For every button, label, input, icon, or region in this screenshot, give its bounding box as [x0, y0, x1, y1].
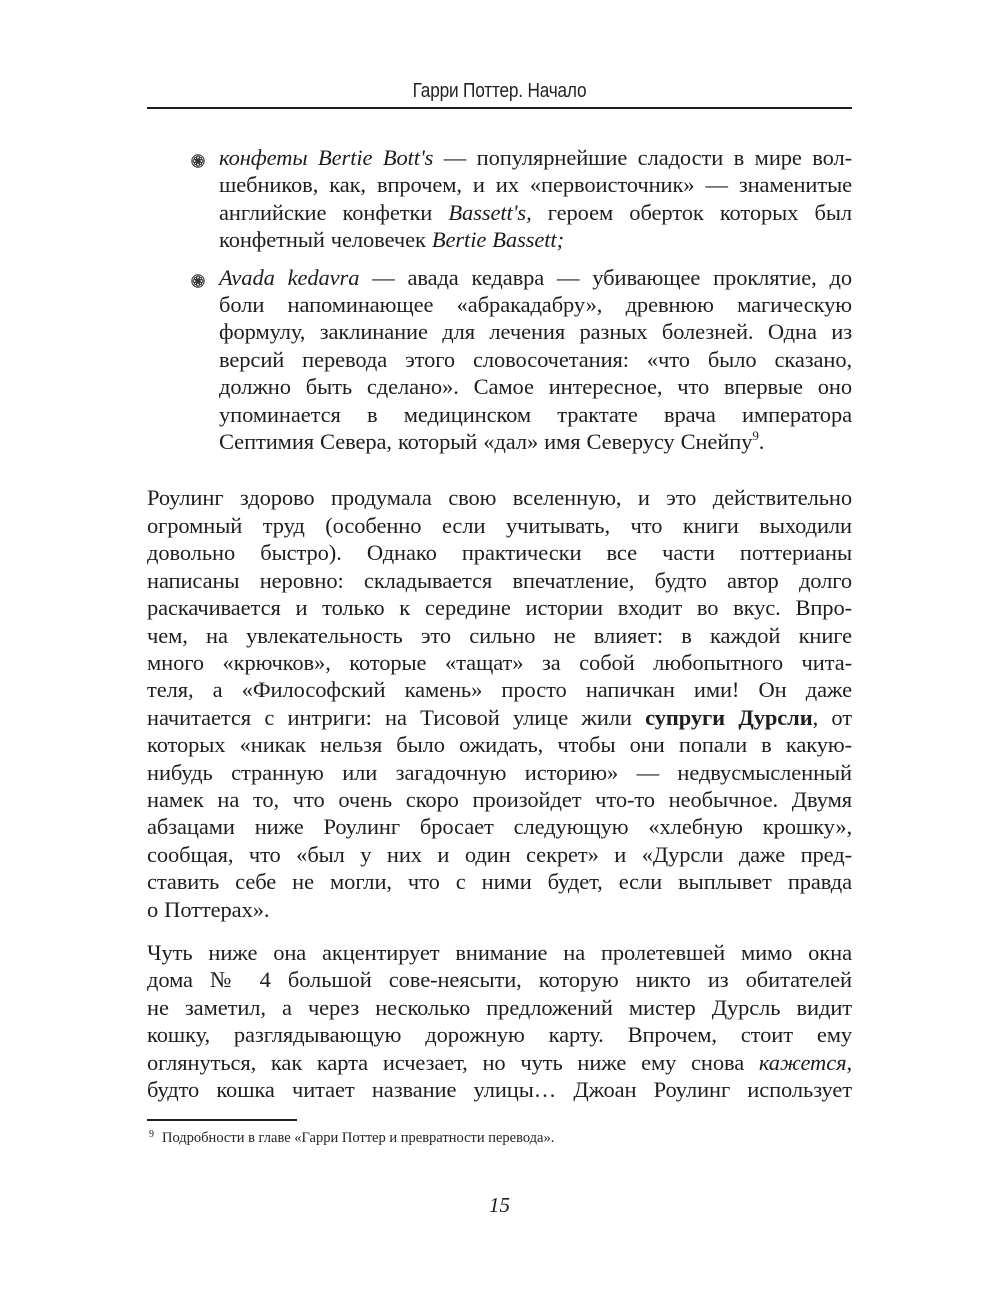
- text-line: [219, 401, 852, 428]
- text-block: [147, 939, 852, 1103]
- text-line: [147, 896, 852, 923]
- text-run: , от: [812, 704, 852, 730]
- footnote-reference: 9: [752, 428, 759, 444]
- text-run: много «крючков», которые «тащат» за собой любопытного чита-: [147, 649, 852, 675]
- text-line: [147, 622, 852, 649]
- text-line: [147, 594, 852, 621]
- text-run: героем оберток которых был: [531, 199, 852, 225]
- text-run: раскачивается и только к середине истории входит во вкус. Впро-: [147, 595, 852, 621]
- text-line: [147, 539, 852, 566]
- page-content: [147, 144, 852, 1103]
- text-run: упоминается в медицинском трактате врача императора: [219, 401, 852, 427]
- italic-term: Bertie Bassett;: [431, 227, 564, 253]
- text-line: [147, 484, 852, 511]
- text-run: будто кошка читает название улицы… Джоан Роулинг использует: [147, 1077, 852, 1102]
- text-run: ставить себе не могли, что с ними будет, если выплывет правда: [147, 869, 852, 895]
- text-line: [147, 813, 852, 840]
- text-run: нибудь странную или загадочную историю» — недвусмысленный: [147, 759, 852, 785]
- text-line: [147, 649, 852, 676]
- body-paragraphs: [147, 484, 852, 1103]
- footnote: [147, 1130, 554, 1147]
- text-run: английские конфетки: [219, 199, 449, 225]
- book-page: [147, 0, 852, 1299]
- page-number: 15: [489, 1193, 510, 1217]
- italic-term: Bassett's,: [448, 199, 532, 225]
- text-run: теля, а «Философский камень» просто напичкан ими! Он даже: [147, 677, 852, 703]
- footnote-rule: [147, 1119, 297, 1121]
- header-rule: [147, 107, 852, 109]
- text-run: сообщая, что «был у них и один секрет» и «Дурсли даже пред-: [147, 841, 852, 867]
- text-run: абзацами ниже Роулинг бросает следующую «хлебную крошку»,: [147, 814, 852, 840]
- text-line: [219, 144, 852, 171]
- text-run: должно быть сделано». Самое интересное, что впервые оно: [219, 374, 852, 400]
- text-run: написаны неровно: складывается впечатление, будто автор долго: [147, 567, 852, 593]
- text-run: формулу, заклинание для лечения разных болезней. Одна из: [219, 319, 852, 345]
- text-block: [219, 264, 852, 459]
- text-line: [219, 291, 852, 318]
- text-line: [219, 264, 852, 291]
- text-run: чем, на увлекательность это сильно не влияет: в каждой книге: [147, 622, 852, 648]
- text-line: [219, 428, 852, 458]
- glossary-bullet-item: [147, 264, 852, 459]
- text-line: [147, 567, 852, 594]
- text-line: [219, 171, 852, 198]
- text-run: конфетный человечек: [219, 227, 432, 253]
- text-run: версий перевода этого словосочетания: «что было сказано,: [219, 346, 852, 372]
- text-run: намек на то, что очень скоро произойдет что-то необычное. Двумя: [147, 786, 852, 812]
- text-line: [147, 676, 852, 703]
- paragraph-gap: [147, 468, 852, 484]
- text-line: [147, 704, 852, 731]
- text-run: огромный труд (особенно если учитывать, что книги выходили: [147, 512, 852, 538]
- body-paragraph: [147, 939, 852, 1103]
- text-run: боли напоминающее «абракадабру», древнюю магическую: [219, 292, 852, 318]
- italic-term: Avada kedavra: [219, 264, 360, 290]
- text-line: [219, 318, 852, 345]
- ornament-rosette-icon: [191, 153, 205, 167]
- footnote-number: 9: [149, 1129, 154, 1140]
- text-run: начитается с интриги: на Тисовой улице жили: [147, 704, 646, 730]
- text-line: [147, 1049, 852, 1076]
- text-line: [147, 994, 852, 1021]
- text-run: дома № 4 большой сове-неясыти, которую никто из обитателей: [147, 967, 852, 993]
- text-run: кошку, разглядывающую дорожную карту. Впрочем, стоит ему: [147, 1022, 852, 1048]
- text-line: [219, 199, 852, 226]
- text-line: [147, 1076, 852, 1103]
- paragraph-gap: [147, 923, 852, 939]
- text-run: шебников, как, впрочем, и их «первоисточник» — знаменитые: [219, 172, 852, 198]
- text-line: [147, 1021, 852, 1048]
- text-run: Роулинг здорово продумала свою вселенную, и это действительно: [147, 485, 852, 511]
- italic-term: конфеты Bertie Bott's: [219, 145, 434, 170]
- text-run: не заметил, а через несколько предложений мистер Дурсль видит: [147, 994, 852, 1020]
- text-line: [147, 512, 852, 539]
- text-line: [147, 759, 852, 786]
- footnote-text: Подробности в главе «Гарри Поттер и превратности перевода».: [162, 1130, 555, 1146]
- body-paragraph: [147, 484, 852, 923]
- text-run: которых «никак нельзя было ожидать, чтобы они попали в какую-: [147, 732, 852, 758]
- text-run: Септимия Севера, который «дал» имя Северусу Снейпу: [219, 429, 753, 455]
- text-run: довольно быстро). Однако практически все части поттерианы: [147, 540, 852, 566]
- text-run: .: [758, 429, 765, 455]
- text-run: — авада кедавра — убивающее проклятие, до: [359, 264, 852, 290]
- glossary-bullet-item: [147, 144, 852, 254]
- running-head-title: Гарри Поттер. Начало: [412, 80, 587, 102]
- text-block: [219, 144, 852, 254]
- italic-term: кажется: [758, 1049, 847, 1075]
- text-line: [147, 868, 852, 895]
- text-run: ,: [846, 1049, 852, 1075]
- text-line: [219, 346, 852, 373]
- text-line: [219, 373, 852, 400]
- text-run: о Поттерах».: [147, 896, 270, 922]
- text-block: [147, 484, 852, 923]
- text-line: [147, 786, 852, 813]
- text-run: — популярнейшие сладости в мире вол-: [433, 145, 853, 170]
- text-run: оглянуться, как карта исчезает, но чуть ниже ему снова: [147, 1049, 759, 1075]
- bold-term: супруги Дурсли: [645, 704, 813, 730]
- text-line: [147, 939, 852, 966]
- text-line: [147, 841, 852, 868]
- text-run: Чуть ниже она акцентирует внимание на пролетевшей мимо окна: [147, 939, 852, 965]
- text-line: [147, 731, 852, 758]
- text-line: [219, 226, 852, 253]
- text-line: [147, 966, 852, 993]
- ornament-rosette-icon: [191, 273, 205, 287]
- glossary-bullet-list: [147, 144, 852, 458]
